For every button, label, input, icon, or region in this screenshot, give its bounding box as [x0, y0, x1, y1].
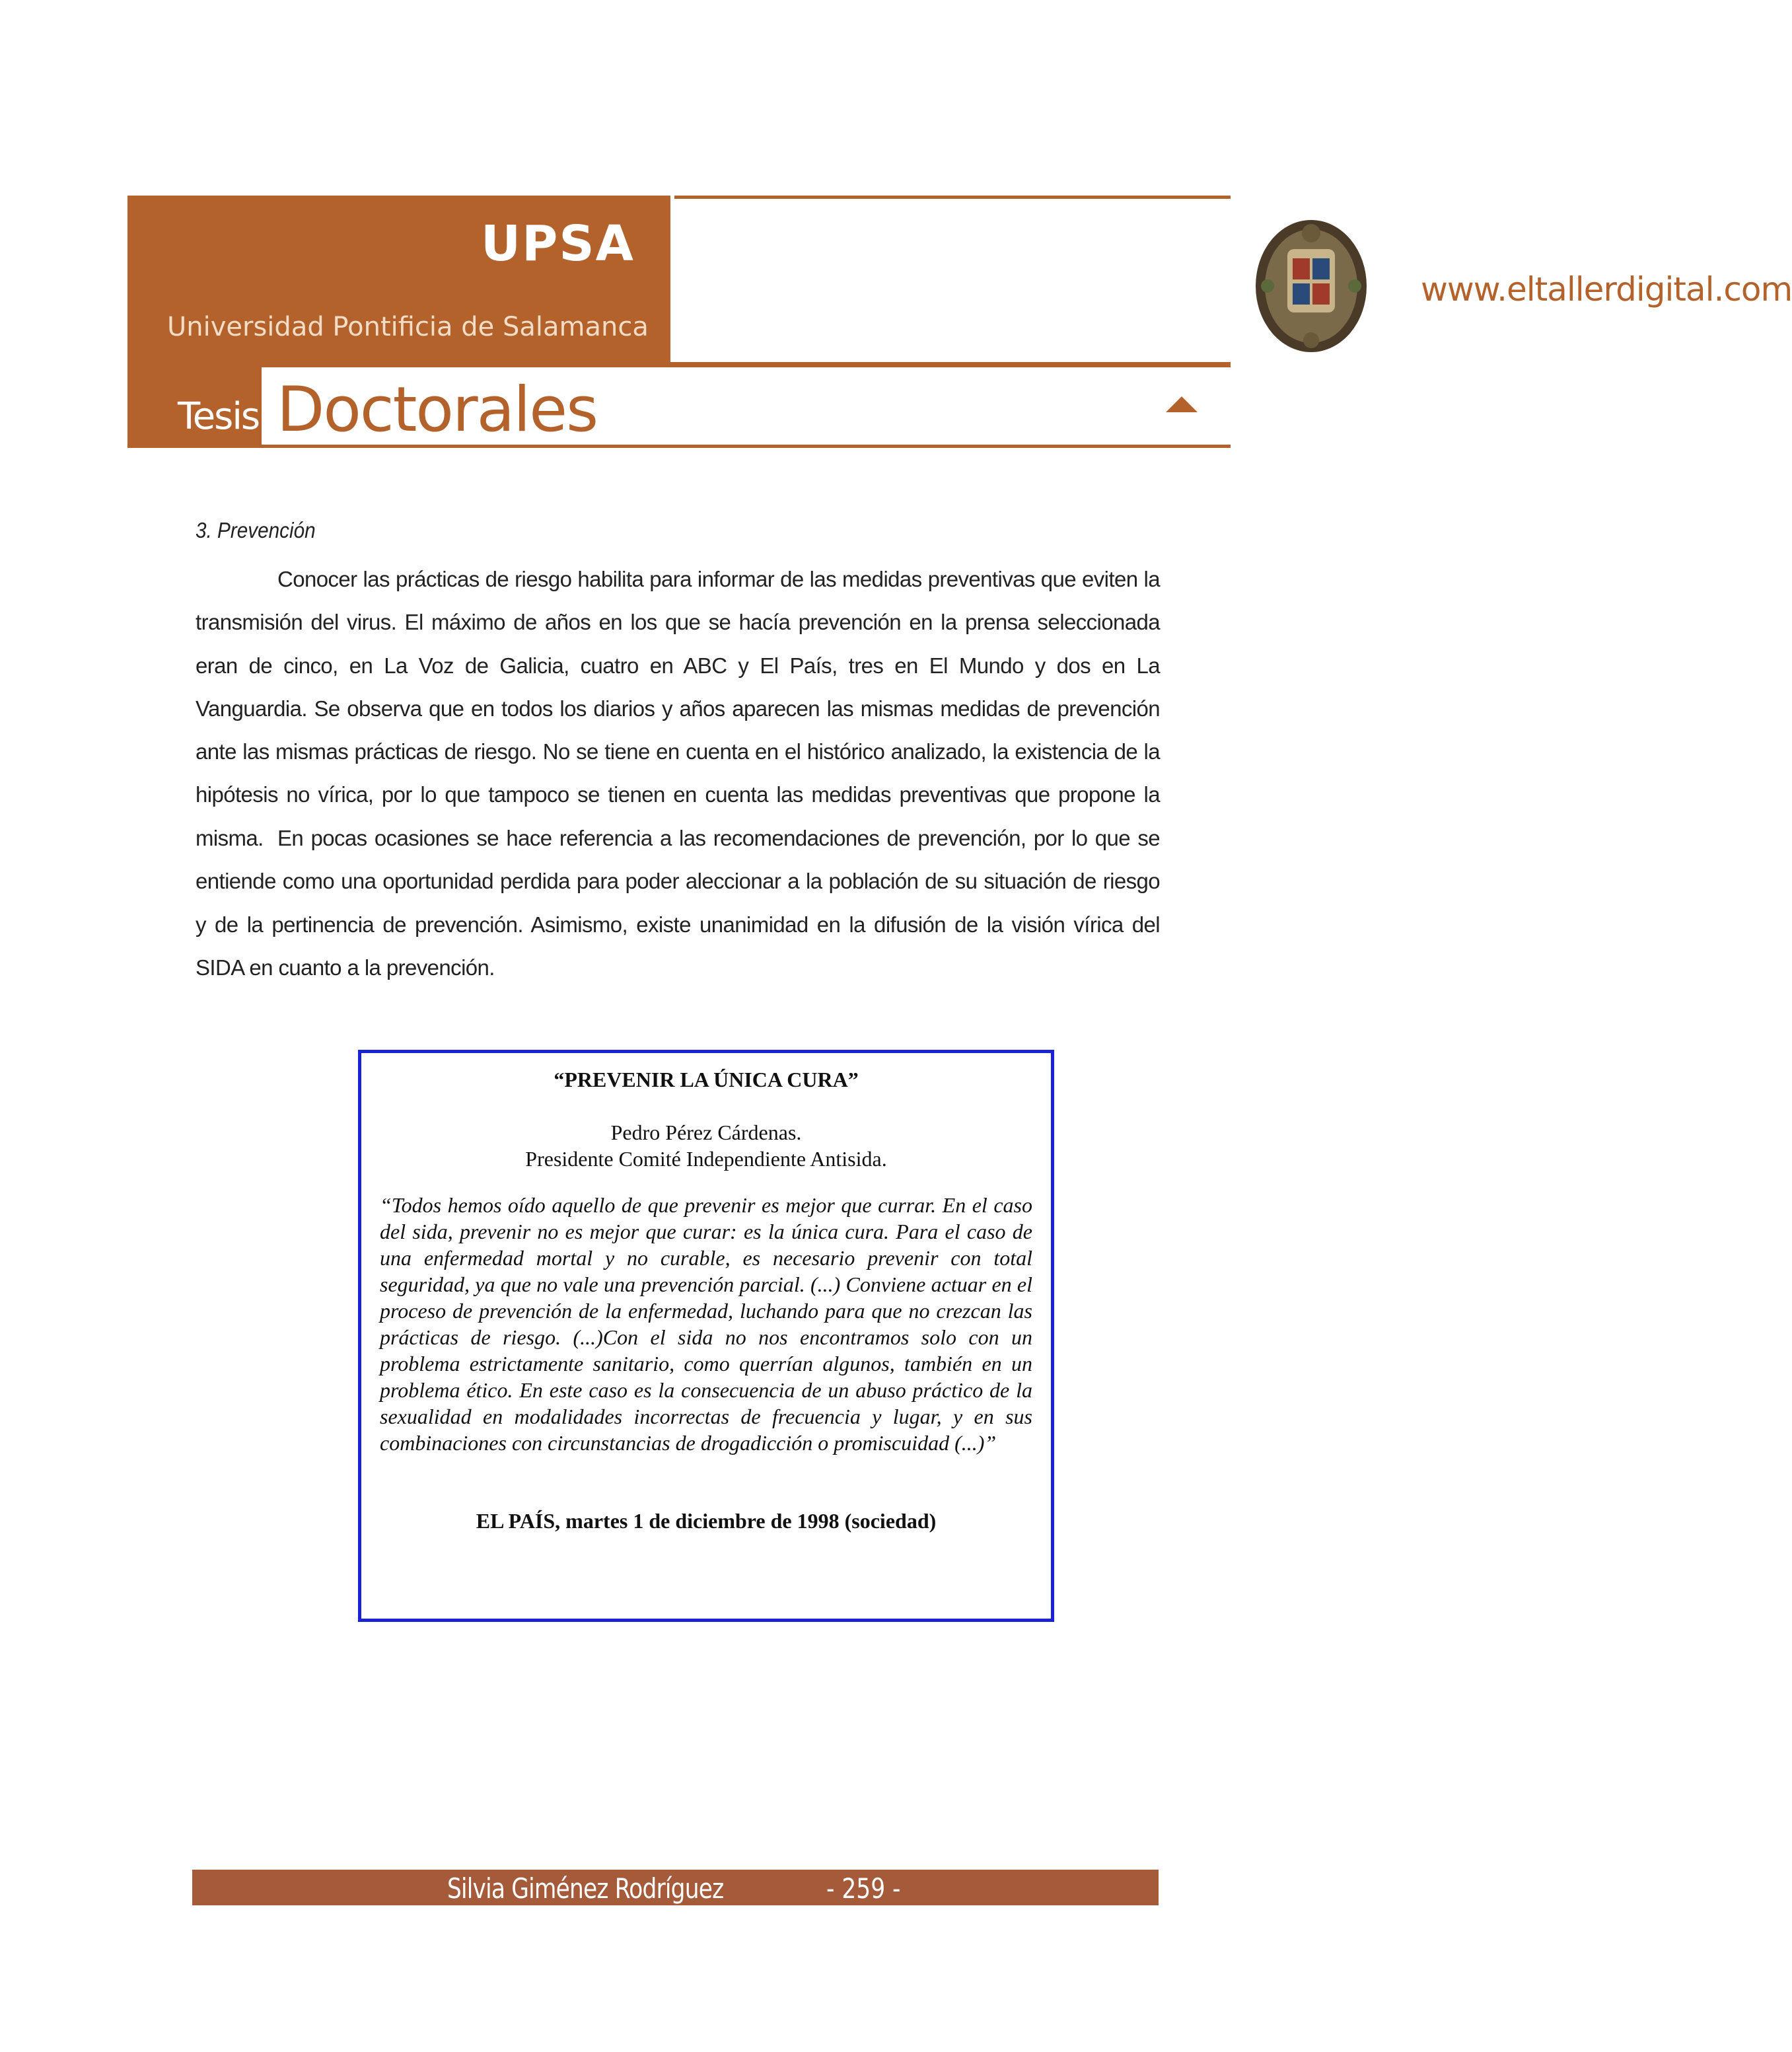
- university-name: Universidad Pontificia de Salamanca: [167, 312, 649, 342]
- upsa-panel: [127, 196, 674, 362]
- footer-author: Silvia Giménez Rodríguez: [447, 1872, 724, 1905]
- quote-author-role: Presidente Comité Independiente Antisida.: [525, 1147, 887, 1171]
- footer-bar: [192, 1870, 1159, 1905]
- quote-author: [361, 1119, 1051, 1172]
- upsa-logo-text: UPSA: [481, 215, 635, 272]
- website-link[interactable]: www.eltallerdigital.com: [1421, 270, 1792, 309]
- section-heading: 3. Prevención: [196, 518, 316, 542]
- tesis-doctorales-bar: [127, 367, 1231, 448]
- banner-divider: [127, 362, 1231, 367]
- quote-author-name: Pedro Pérez Cárdenas.: [610, 1120, 802, 1144]
- quote-text: “Todos hemos oído aquello de que prevenir es mejor que currar. En el caso del sida, prevenir no es mejor que curar: es la única cura. Para el caso de una enfermedad mortal y no curable, es necesario prevenir con total seguridad, ya que no vale una prevención parcial. (...) Conviene actuar en el proceso de prevención de la enfermedad, luchando para que no crezcan las prácticas de riesgo. (...)Con el sida no nos encontramos solo con un problema estrictamente sanitario, como querrían algunos, también en un problema ético. En este caso es la consecuencia de un abuso práctico de la sexualidad en modalidades incorrectas de frecuencia y lugar, y en sus combinaciones con circunstancias de drogadicción o promiscuidad (...)”: [380, 1193, 1032, 1455]
- header-banner: [127, 196, 1792, 448]
- quote-title: “PREVENIR LA ÚNICA CURA”: [554, 1068, 859, 1091]
- page-number: - 259 -: [826, 1872, 901, 1905]
- up-arrow-icon[interactable]: [1165, 395, 1199, 414]
- paragraph-1: Conocer las prácticas de riesgo habilita para informar de las medidas preventivas que eviten la transmisión del virus. El máximo de años en los que se hacía prevención en la prensa seleccionada eran de cinco, en La Voz de Galicia, cuatro en ABC y El País, tres en El Mundo y dos en La Vanguardia. Se observa que en todos los diarios y años aparecen las mismas medidas de prevención ante las mismas prácticas de riesgo. No se tiene en cuenta en el histórico analizado, la existencia de la hipótesis no vírica, por lo que tampoco se tienen en cuenta las medidas preventivas que propone la misma.: [196, 567, 1160, 850]
- tesis-box: [127, 367, 262, 445]
- tesis-label: Tesis: [178, 395, 260, 438]
- quote-box: [358, 1050, 1054, 1622]
- website-panel: [674, 196, 1792, 362]
- paragraph-2: En pocas ocasiones se hace referencia a las recomendaciones de prevención, por lo que se entiende como una oportunidad perdida para poder aleccionar a la población de su situación de riesgo y de la pertinencia de prevención. Asimismo, existe unanimidad en la difusión de la visión vírica del SIDA en cuanto a la prevención.: [196, 826, 1160, 980]
- university-crest-icon: [1253, 215, 1369, 355]
- doctorales-label: Doctorales: [277, 374, 598, 446]
- quote-source: EL PAÍS, martes 1 de diciembre de 1998 (sociedad): [476, 1509, 937, 1533]
